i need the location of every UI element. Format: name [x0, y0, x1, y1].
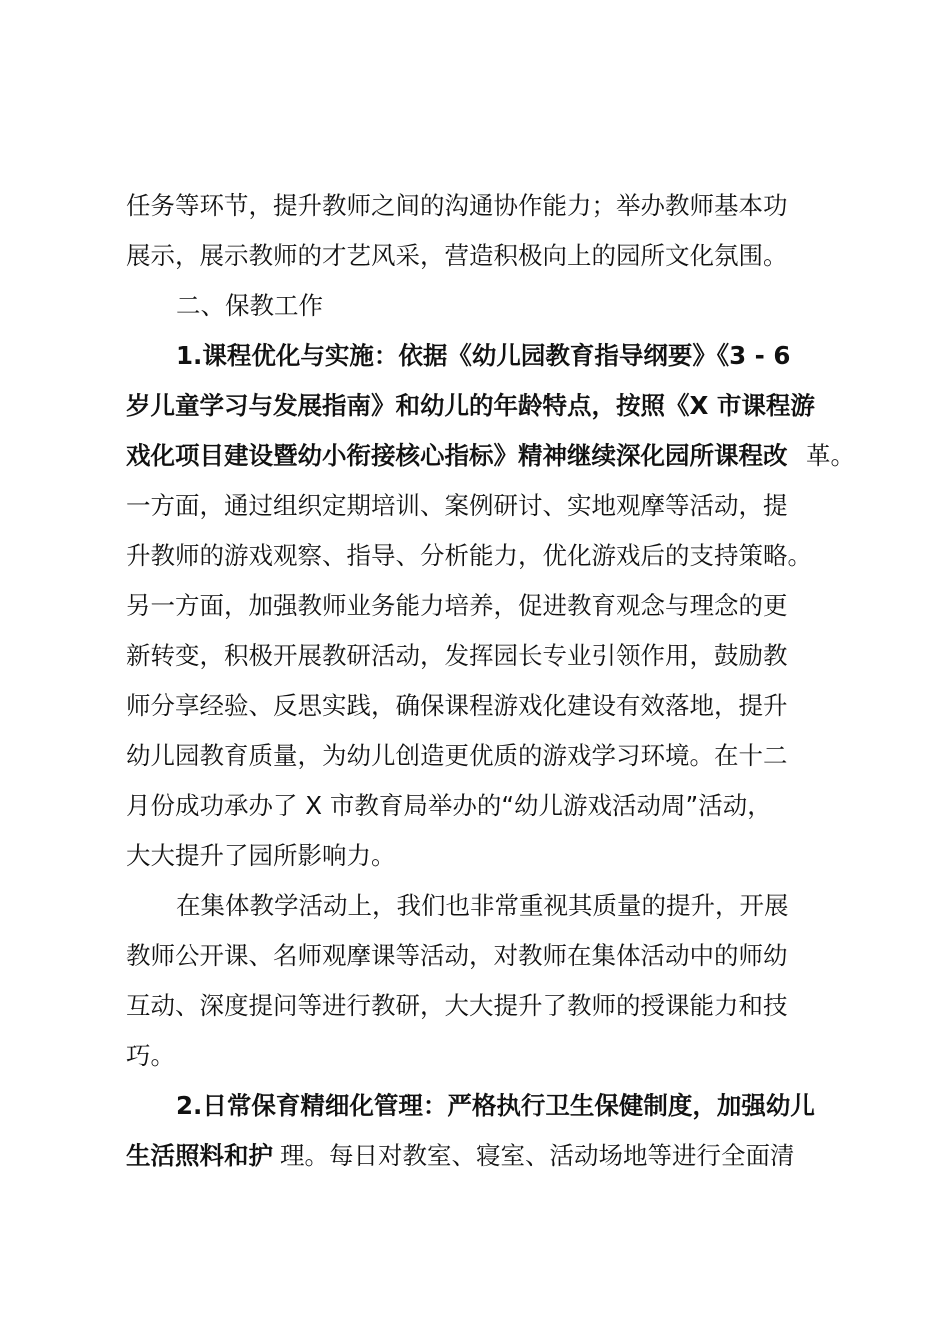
paragraph-line: 在集体教学活动上，我们也非常重视其质量的提升，开展 — [176, 891, 789, 920]
paragraph-line: 师分享经验、反思实践，确保课程游戏化建设有效落地，提升 — [126, 691, 788, 720]
paragraph-line: 新转变，积极开展教研活动，发挥园长专业引领作用，鼓励教 — [126, 641, 788, 670]
paragraph-line: 任务等环节，提升教师之间的沟通协作能力；举办教师基本功 — [126, 191, 788, 220]
paragraph-line: 互动、深度提问等进行教研，大大提升了教师的授课能力和技 — [126, 991, 788, 1020]
section-heading: 二、保教工作 — [176, 291, 323, 320]
paragraph-line: 展示，展示教师的才艺风采，营造积极向上的园所文化氛围。 — [126, 241, 788, 270]
paragraph-line: 一方面，通过组织定期培训、案例研讨、实地观摩等活动，提 — [126, 491, 788, 520]
paragraph-line: 升教师的游戏观察、指导、分析能力，优化游戏后的支持策略。 — [126, 541, 812, 570]
paragraph-line: 革。 — [806, 441, 855, 470]
subheading-line: 2.日常保育精细化管理：严格执行卫生保健制度，加强幼儿 — [176, 1091, 815, 1120]
paragraph-line: 幼儿园教育质量，为幼儿创造更优质的游戏学习环境。在十二 — [126, 741, 788, 770]
paragraph-line: 月份成功承办了 X 市教育局举办的“幼儿游戏活动周”活动， — [126, 791, 772, 820]
subheading-line: 生活照料和护 — [126, 1141, 273, 1170]
subheading-line: 岁儿童学习与发展指南》和幼儿的年龄特点，按照《X 市课程游 — [126, 391, 815, 420]
paragraph-line: 教师公开课、名师观摩课等活动，对教师在集体活动中的师幼 — [126, 941, 788, 970]
subheading-line: 戏化项目建设暨幼小衔接核心指标》精神继续深化园所课程改 — [126, 441, 788, 470]
paragraph-line: 理。每日对教室、寝室、活动场地等进行全面清 — [280, 1141, 795, 1170]
paragraph-line: 另一方面，加强教师业务能力培养，促进教育观念与理念的更 — [126, 591, 788, 620]
paragraph-line: 巧。 — [126, 1041, 175, 1070]
subheading-line: 1.课程优化与实施：依据《幼儿园教育指导纲要》《3 - 6 — [176, 341, 791, 370]
paragraph-line: 大大提升了园所影响力。 — [126, 841, 396, 870]
